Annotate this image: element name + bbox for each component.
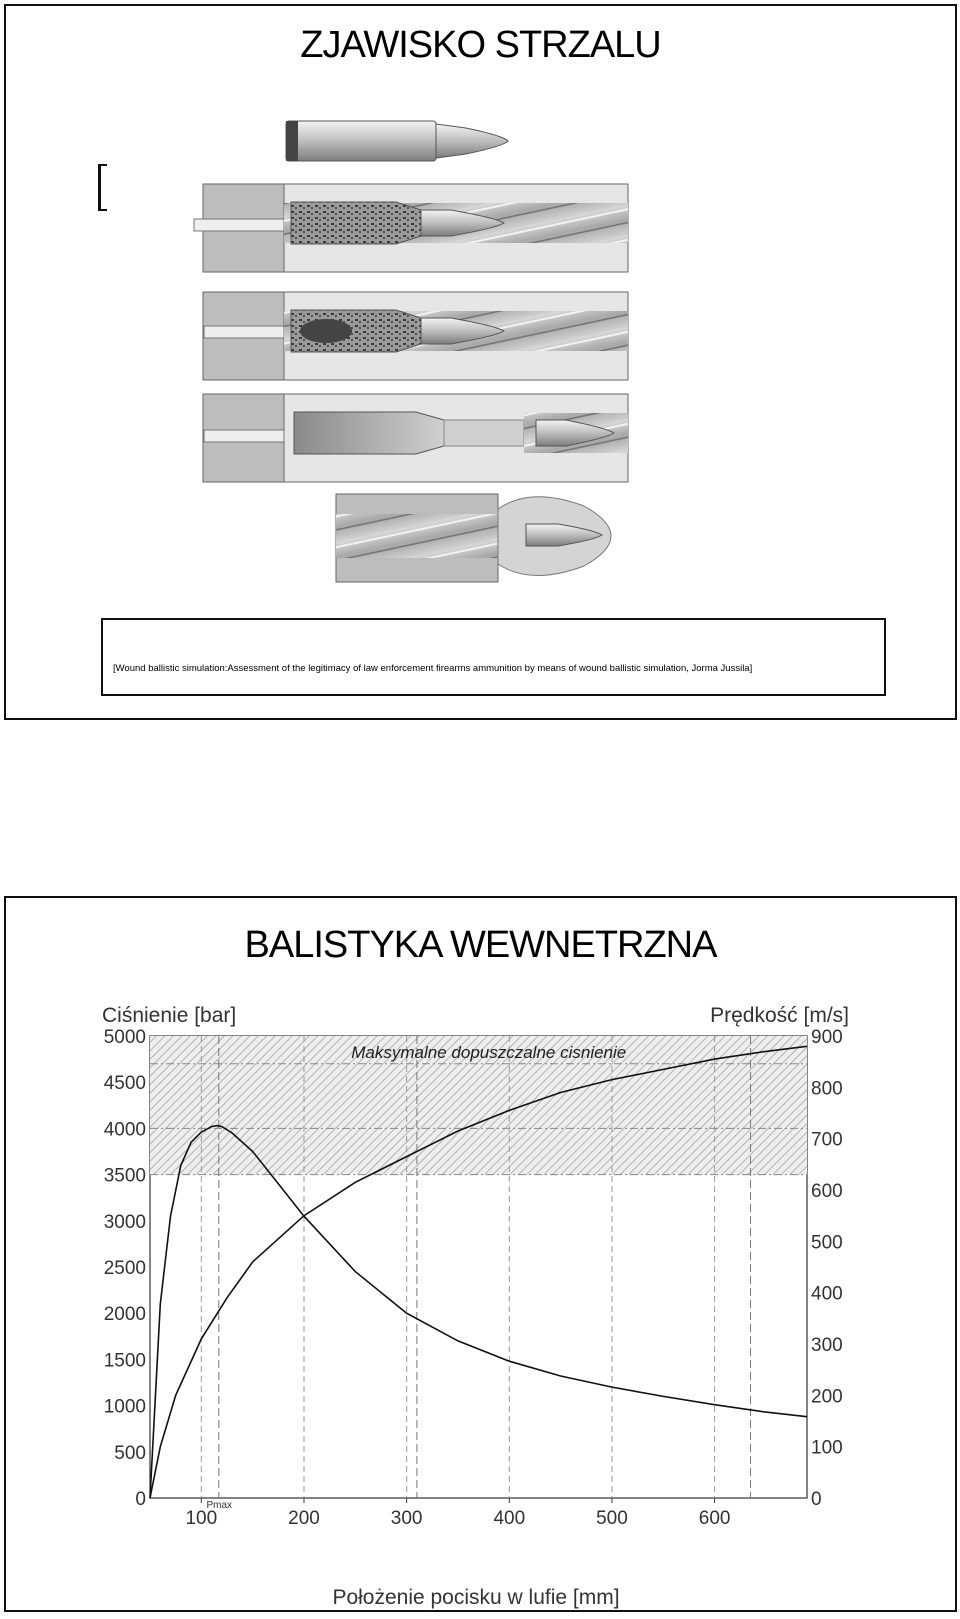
x-tick-label: 100 [185, 1508, 218, 1529]
x-tick-label: 200 [288, 1508, 320, 1529]
y-right-tick-label: 400 [811, 1283, 843, 1305]
slide-title: BALISTYKA WEWNETRZNA [244, 924, 717, 966]
bracket-mark [98, 164, 107, 211]
y-left-tick-label: 3500 [103, 1165, 146, 1187]
y-left-tick-label: 5000 [103, 1027, 146, 1048]
stage-3-panel [203, 394, 628, 482]
left-axis-title: Ciśnienie [bar] [102, 1004, 237, 1027]
x-tick-label: 400 [493, 1508, 526, 1529]
slide-2 [4, 896, 957, 1612]
y-right-tick-label: 500 [811, 1232, 843, 1254]
cartridge-image [286, 121, 508, 161]
y-left-tick-label: 4500 [103, 1073, 146, 1095]
y-left-tick-label: 4000 [103, 1119, 146, 1141]
y-left-tick-label: 1500 [103, 1350, 146, 1372]
y-left-tick-label: 1000 [103, 1396, 146, 1418]
stage-4-panel [336, 494, 611, 582]
pmax-label: Pmax [206, 1500, 233, 1511]
y-right-tick-label: 600 [811, 1181, 843, 1202]
y-right-tick-label: 300 [811, 1335, 843, 1356]
citation-text: [Wound ballistic simulation:Assessment of the legitimacy of law enforcement firearms ammunition by means of wound ballistic simulation, Jorma Jussila] [113, 663, 753, 674]
x-axis-title: Położenie pocisku w lufie [mm] [332, 1586, 620, 1609]
y-right-tick-label: 800 [811, 1078, 843, 1100]
y-left-tick-label: 2000 [103, 1304, 146, 1326]
y-right-tick-label: 0 [811, 1489, 822, 1510]
right-axis-title: Prędkość [m/s] [710, 1004, 849, 1027]
ballistics-chart [62, 994, 902, 1614]
x-tick-label: 300 [390, 1508, 423, 1529]
stage-1-panel [194, 184, 628, 272]
y-right-tick-label: 200 [811, 1386, 843, 1408]
shot-sequence-illustration [186, 114, 656, 604]
chart-svg [62, 994, 902, 1614]
y-left-tick-label: 500 [114, 1442, 146, 1464]
y-right-tick-label: 900 [811, 1027, 843, 1048]
slide-title: ZJAWISKO STRZALU [300, 24, 661, 66]
x-tick-label: 600 [698, 1508, 731, 1529]
y-right-tick-label: 100 [811, 1437, 843, 1459]
y-right-tick-label: 700 [811, 1129, 843, 1151]
x-tick-label: 500 [596, 1508, 628, 1529]
y-left-tick-label: 0 [135, 1489, 146, 1510]
y-left-tick-label: 2500 [103, 1258, 146, 1279]
stage-2-panel [203, 292, 628, 380]
slide-1 [4, 4, 957, 720]
max-pressure-annotation: Maksymalne dopuszczalne cisnienie [351, 1043, 627, 1063]
citation-box [101, 618, 886, 696]
y-left-tick-label: 3000 [103, 1211, 146, 1233]
